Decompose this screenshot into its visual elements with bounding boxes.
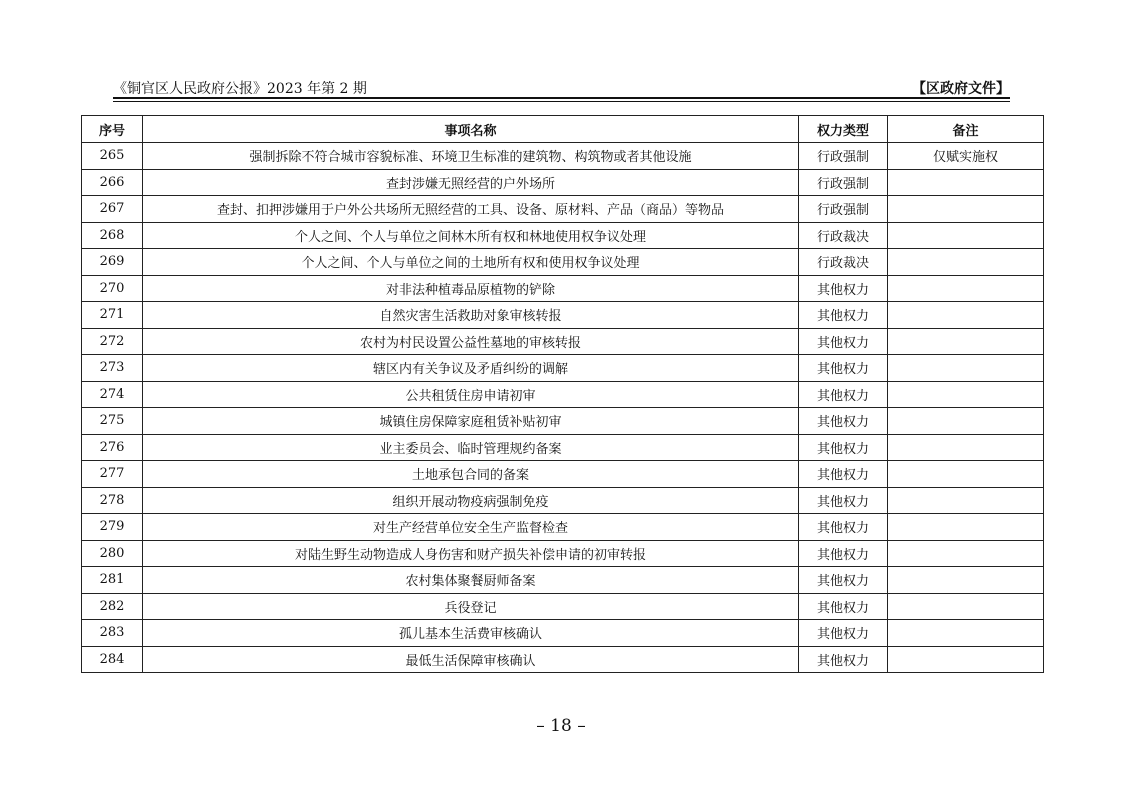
cell-no: 276	[82, 434, 143, 461]
cell-note	[888, 620, 1044, 647]
cell-no: 278	[82, 487, 143, 514]
table-body	[82, 143, 1044, 673]
page-header	[113, 76, 1010, 98]
cell-name: 土地承包合同的备案	[143, 461, 799, 488]
cell-name: 对非法种植毒品原植物的铲除	[143, 275, 799, 302]
cell-note	[888, 169, 1044, 196]
table-row	[82, 408, 1044, 435]
cell-name: 城镇住房保障家庭租赁补贴初审	[143, 408, 799, 435]
cell-note	[888, 328, 1044, 355]
cell-note	[888, 487, 1044, 514]
cell-name: 农村集体聚餐厨师备案	[143, 567, 799, 594]
cell-type: 其他权力	[799, 302, 888, 329]
cell-no: 279	[82, 514, 143, 541]
cell-no: 271	[82, 302, 143, 329]
page-number: – 18 –	[536, 716, 586, 736]
cell-name: 对生产经营单位安全生产监督检查	[143, 514, 799, 541]
power-items-table	[81, 115, 1044, 673]
table-row	[82, 593, 1044, 620]
table-row	[82, 196, 1044, 223]
cell-type: 其他权力	[799, 275, 888, 302]
cell-no: 277	[82, 461, 143, 488]
cell-note	[888, 275, 1044, 302]
cell-type: 其他权力	[799, 434, 888, 461]
cell-name: 农村为村民设置公益性墓地的审核转报	[143, 328, 799, 355]
table-header-row	[82, 116, 1044, 143]
table-row	[82, 302, 1044, 329]
cell-no: 283	[82, 620, 143, 647]
cell-no: 272	[82, 328, 143, 355]
cell-name: 查封涉嫌无照经营的户外场所	[143, 169, 799, 196]
cell-type: 其他权力	[799, 646, 888, 673]
cell-no: 265	[82, 143, 143, 170]
column-header-type: 权力类型	[799, 116, 888, 143]
cell-note	[888, 355, 1044, 382]
header-publication-title: 《铜官区人民政府公报》2023 年第 2 期	[113, 81, 367, 97]
table-row	[82, 620, 1044, 647]
cell-no: 269	[82, 249, 143, 276]
table-row	[82, 169, 1044, 196]
header-rule	[113, 97, 1010, 99]
cell-note	[888, 646, 1044, 673]
cell-note	[888, 593, 1044, 620]
cell-no: 274	[82, 381, 143, 408]
cell-no: 275	[82, 408, 143, 435]
cell-note	[888, 249, 1044, 276]
cell-note	[888, 302, 1044, 329]
table-row	[82, 143, 1044, 170]
cell-type: 其他权力	[799, 593, 888, 620]
cell-name: 组织开展动物疫病强制免疫	[143, 487, 799, 514]
cell-type: 其他权力	[799, 408, 888, 435]
cell-name: 对陆生野生动物造成人身伤害和财产损失补偿申请的初审转报	[143, 540, 799, 567]
cell-note	[888, 540, 1044, 567]
cell-no: 280	[82, 540, 143, 567]
cell-type: 行政裁决	[799, 249, 888, 276]
cell-note	[888, 461, 1044, 488]
cell-name: 公共租赁住房申请初审	[143, 381, 799, 408]
cell-type: 其他权力	[799, 540, 888, 567]
cell-note	[888, 567, 1044, 594]
cell-type: 其他权力	[799, 328, 888, 355]
column-header-no: 序号	[82, 116, 143, 143]
cell-no: 282	[82, 593, 143, 620]
cell-no: 270	[82, 275, 143, 302]
table-row	[82, 355, 1044, 382]
header-section-label: 【区政府文件】	[912, 81, 1010, 97]
table-row	[82, 222, 1044, 249]
table-row	[82, 381, 1044, 408]
table-row	[82, 567, 1044, 594]
cell-type: 其他权力	[799, 620, 888, 647]
cell-name: 辖区内有关争议及矛盾纠纷的调解	[143, 355, 799, 382]
table-row	[82, 275, 1044, 302]
cell-name: 最低生活保障审核确认	[143, 646, 799, 673]
header-rule-thin	[113, 101, 1010, 102]
cell-type: 其他权力	[799, 567, 888, 594]
cell-type: 其他权力	[799, 381, 888, 408]
cell-no: 281	[82, 567, 143, 594]
cell-no: 284	[82, 646, 143, 673]
table-row	[82, 487, 1044, 514]
table-row	[82, 646, 1044, 673]
cell-name: 强制拆除不符合城市容貌标准、环境卫生标准的建筑物、构筑物或者其他设施	[143, 143, 799, 170]
table-row	[82, 514, 1044, 541]
column-header-name: 事项名称	[143, 116, 799, 143]
cell-note: 仅赋实施权	[888, 143, 1044, 170]
cell-note	[888, 514, 1044, 541]
cell-name: 查封、扣押涉嫌用于户外公共场所无照经营的工具、设备、原材料、产品（商品）等物品	[143, 196, 799, 223]
table-row	[82, 249, 1044, 276]
cell-name: 业主委员会、临时管理规约备案	[143, 434, 799, 461]
cell-no: 273	[82, 355, 143, 382]
cell-no: 267	[82, 196, 143, 223]
cell-type: 行政强制	[799, 169, 888, 196]
cell-name: 孤儿基本生活费审核确认	[143, 620, 799, 647]
cell-type: 其他权力	[799, 514, 888, 541]
cell-type: 其他权力	[799, 355, 888, 382]
cell-note	[888, 434, 1044, 461]
cell-type: 其他权力	[799, 461, 888, 488]
cell-no: 266	[82, 169, 143, 196]
cell-note	[888, 196, 1044, 223]
cell-name: 个人之间、个人与单位之间林木所有权和林地使用权争议处理	[143, 222, 799, 249]
cell-name: 个人之间、个人与单位之间的土地所有权和使用权争议处理	[143, 249, 799, 276]
cell-type: 行政裁决	[799, 222, 888, 249]
table-row	[82, 328, 1044, 355]
cell-note	[888, 222, 1044, 249]
cell-note	[888, 381, 1044, 408]
cell-name: 自然灾害生活救助对象审核转报	[143, 302, 799, 329]
table-row	[82, 434, 1044, 461]
cell-type: 其他权力	[799, 487, 888, 514]
cell-type: 行政强制	[799, 196, 888, 223]
table-row	[82, 461, 1044, 488]
cell-name: 兵役登记	[143, 593, 799, 620]
cell-note	[888, 408, 1044, 435]
cell-no: 268	[82, 222, 143, 249]
cell-type: 行政强制	[799, 143, 888, 170]
column-header-note: 备注	[888, 116, 1044, 143]
table-row	[82, 540, 1044, 567]
